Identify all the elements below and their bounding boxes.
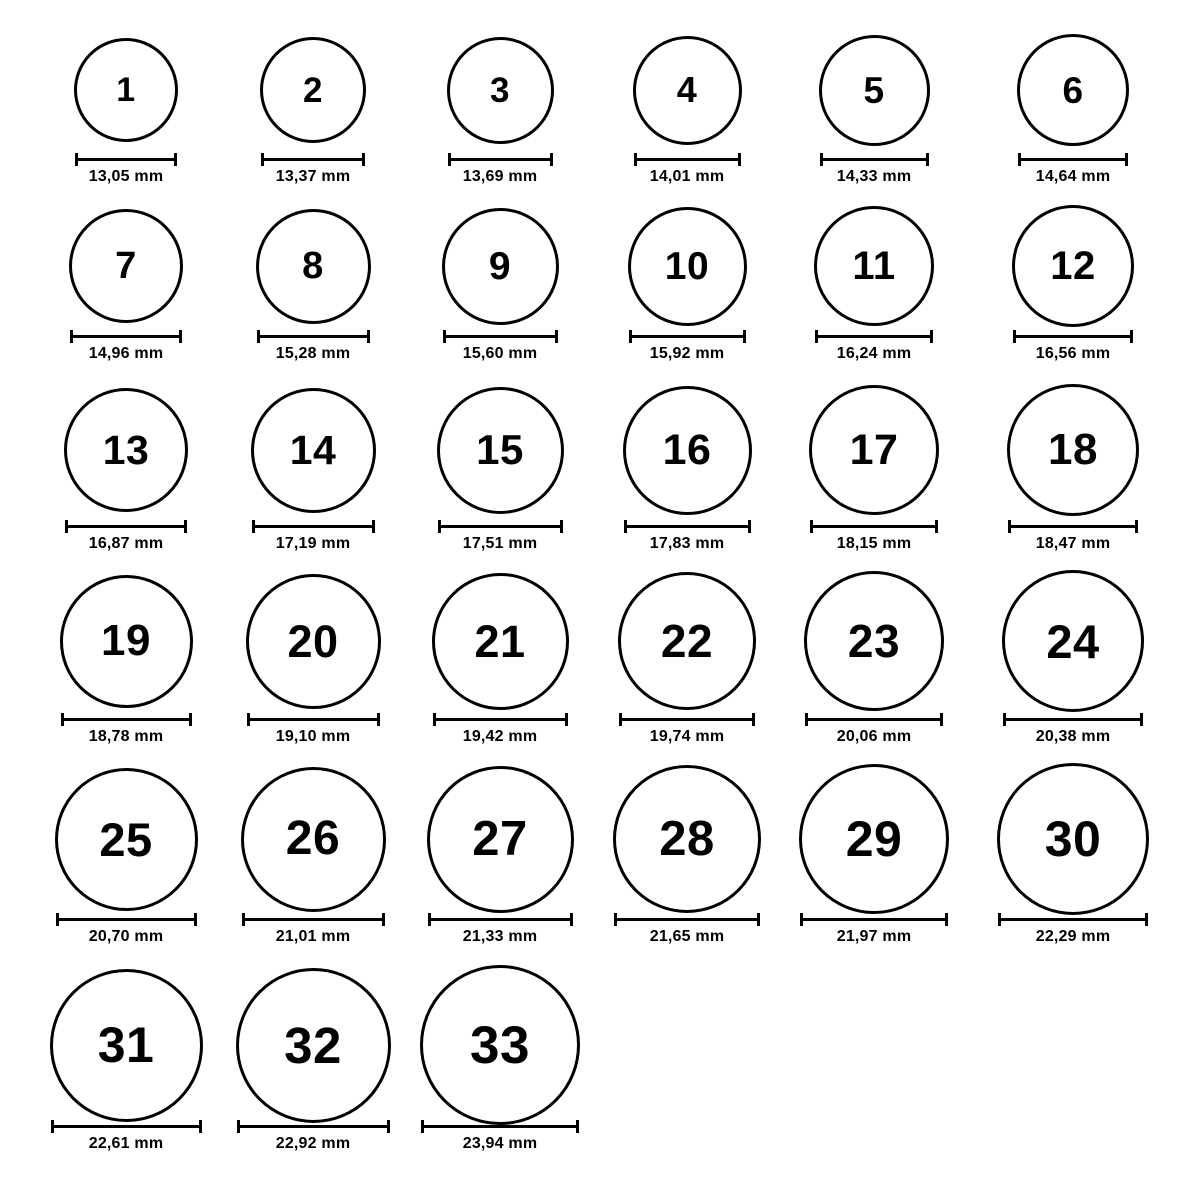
diameter-bar-icon <box>61 713 192 723</box>
ring-size-cell <box>774 206 974 326</box>
diameter-label: 14,33 mm <box>836 168 912 185</box>
ring-size-cell <box>587 207 787 326</box>
ring-circle <box>420 965 580 1125</box>
diameter-label: 23,94 mm <box>462 1135 538 1152</box>
ring-measurement <box>26 511 226 553</box>
ring-size-number: 29 <box>845 811 903 867</box>
ring-circle <box>1017 34 1129 146</box>
ring-circle <box>623 386 752 515</box>
ring-size-cell <box>400 387 600 514</box>
ring-measurement <box>587 144 787 186</box>
ring-measurement <box>26 144 226 186</box>
ring-circle <box>442 208 559 325</box>
ring-circle <box>251 388 376 513</box>
diameter-bar-icon <box>810 520 938 530</box>
diameter-bar-icon <box>433 713 568 723</box>
diameter-label: 13,69 mm <box>462 168 538 185</box>
ring-measurement <box>26 704 226 746</box>
ring-circle <box>809 385 939 515</box>
diameter-label: 22,92 mm <box>275 1135 351 1152</box>
ring-measurement <box>973 704 1173 746</box>
ring-size-cell <box>587 36 787 145</box>
ring-size-cell <box>26 768 226 911</box>
diameter-label: 14,64 mm <box>1035 168 1111 185</box>
ring-size-cell <box>973 34 1173 146</box>
ring-measurement <box>774 144 974 186</box>
ring-measurement <box>400 1111 600 1153</box>
diameter-bar-icon <box>448 153 553 163</box>
diameter-label: 15,60 mm <box>462 345 538 362</box>
ring-size-cell <box>26 38 226 142</box>
ring-size-number: 16 <box>662 425 712 474</box>
diameter-bar-icon <box>237 1120 390 1130</box>
ring-circle <box>819 35 930 146</box>
ring-size-cell <box>213 767 413 912</box>
ring-circle <box>799 764 949 914</box>
ring-circle <box>241 767 386 912</box>
ring-measurement <box>213 144 413 186</box>
ring-size-number: 19 <box>101 616 151 665</box>
ring-size-number: 3 <box>490 70 510 110</box>
ring-size-cell <box>26 388 226 512</box>
diameter-label: 22,61 mm <box>88 1135 164 1152</box>
diameter-bar-icon <box>70 330 182 340</box>
ring-circle <box>628 207 747 326</box>
ring-circle <box>437 387 564 514</box>
ring-measurement <box>587 321 787 363</box>
diameter-bar-icon <box>257 330 370 340</box>
ring-size-cell <box>26 969 226 1122</box>
diameter-bar-icon <box>443 330 558 340</box>
ring-size-number: 12 <box>1050 244 1096 288</box>
ring-circle <box>1012 205 1134 327</box>
ring-measurement <box>774 321 974 363</box>
diameter-label: 20,70 mm <box>88 928 164 945</box>
ring-size-cell <box>973 384 1173 516</box>
diameter-label: 16,24 mm <box>836 345 912 362</box>
ring-size-number: 26 <box>285 812 341 865</box>
ring-size-number: 4 <box>676 69 698 110</box>
diameter-bar-icon <box>1018 153 1128 163</box>
diameter-label: 15,92 mm <box>649 345 725 362</box>
diameter-label: 22,29 mm <box>1035 928 1111 945</box>
diameter-label: 17,51 mm <box>462 535 538 552</box>
diameter-label: 19,10 mm <box>275 728 351 745</box>
ring-size-number: 14 <box>289 426 337 473</box>
diameter-bar-icon <box>242 913 385 923</box>
ring-circle <box>997 763 1149 915</box>
ring-measurement <box>400 511 600 553</box>
ring-measurement <box>213 321 413 363</box>
ring-measurement <box>587 704 787 746</box>
ring-size-number: 18 <box>1048 425 1098 474</box>
diameter-bar-icon <box>438 520 563 530</box>
ring-circle <box>246 574 381 709</box>
ring-size-number: 7 <box>115 245 137 287</box>
ring-measurement <box>973 321 1173 363</box>
diameter-bar-icon <box>800 913 948 923</box>
diameter-label: 13,37 mm <box>275 168 351 185</box>
ring-measurement <box>400 904 600 946</box>
diameter-bar-icon <box>614 913 760 923</box>
ring-size-cell <box>774 385 974 515</box>
ring-size-cell <box>213 209 413 324</box>
ring-size-cell <box>973 570 1173 712</box>
diameter-bar-icon <box>247 713 380 723</box>
diameter-bar-icon <box>820 153 929 163</box>
ring-circle <box>256 209 371 324</box>
ring-size-cell <box>400 208 600 325</box>
ring-circle <box>1002 570 1144 712</box>
diameter-bar-icon <box>815 330 933 340</box>
ring-size-number: 11 <box>852 244 896 288</box>
ring-size-number: 9 <box>488 244 512 288</box>
ring-measurement <box>587 904 787 946</box>
diameter-bar-icon <box>634 153 741 163</box>
diameter-label: 14,96 mm <box>88 345 164 362</box>
ring-size-cell <box>400 573 600 710</box>
ring-size-cell <box>213 574 413 709</box>
ring-measurement <box>774 704 974 746</box>
ring-size-cell <box>400 37 600 144</box>
ring-measurement <box>400 321 600 363</box>
diameter-bar-icon <box>619 713 755 723</box>
diameter-label: 19,74 mm <box>649 728 725 745</box>
ring-size-cell <box>587 572 787 710</box>
diameter-bar-icon <box>75 153 177 163</box>
ring-circle <box>74 38 178 142</box>
ring-size-number: 31 <box>97 1017 155 1073</box>
diameter-label: 21,33 mm <box>462 928 538 945</box>
diameter-bar-icon <box>624 520 751 530</box>
ring-size-cell <box>213 37 413 143</box>
diameter-bar-icon <box>1008 520 1138 530</box>
ring-circle <box>432 573 569 710</box>
diameter-bar-icon <box>1013 330 1133 340</box>
ring-size-number: 13 <box>102 426 150 473</box>
ring-measurement <box>26 904 226 946</box>
ring-size-number: 33 <box>470 1015 530 1075</box>
ring-size-number: 22 <box>660 615 714 667</box>
ring-size-number: 24 <box>1046 614 1100 668</box>
diameter-label: 17,83 mm <box>649 535 725 552</box>
diameter-label: 21,65 mm <box>649 928 725 945</box>
ring-size-cell <box>774 764 974 914</box>
ring-circle <box>55 768 198 911</box>
ring-measurement <box>587 511 787 553</box>
ring-circle <box>613 765 761 913</box>
ring-measurement <box>26 321 226 363</box>
diameter-label: 13,05 mm <box>88 168 164 185</box>
ring-size-cell <box>973 205 1173 327</box>
diameter-bar-icon <box>51 1120 202 1130</box>
ring-size-cell <box>400 965 600 1125</box>
ring-size-cell <box>774 571 974 711</box>
ring-circle <box>60 575 193 708</box>
ring-size-number: 17 <box>849 425 899 474</box>
ring-measurement <box>973 904 1173 946</box>
ring-size-cell <box>26 575 226 708</box>
ring-circle <box>50 969 203 1122</box>
ring-size-number: 6 <box>1062 69 1084 111</box>
ring-circle <box>814 206 934 326</box>
ring-size-number: 30 <box>1044 811 1102 867</box>
ring-size-number: 28 <box>659 811 715 866</box>
ring-measurement <box>973 511 1173 553</box>
ring-circle <box>64 388 188 512</box>
ring-size-cell <box>587 386 787 515</box>
diameter-bar-icon <box>805 713 943 723</box>
ring-measurement <box>213 904 413 946</box>
diameter-label: 19,42 mm <box>462 728 538 745</box>
ring-measurement <box>213 511 413 553</box>
ring-measurement <box>400 144 600 186</box>
ring-size-number: 21 <box>474 615 526 667</box>
ring-measurement <box>26 1111 226 1153</box>
ring-circle <box>447 37 554 144</box>
ring-size-number: 10 <box>664 244 710 288</box>
ring-circle <box>618 572 756 710</box>
ring-size-number: 27 <box>472 811 528 866</box>
ring-circle <box>1007 384 1139 516</box>
diameter-label: 20,38 mm <box>1035 728 1111 745</box>
diameter-label: 18,47 mm <box>1035 535 1111 552</box>
diameter-bar-icon <box>428 913 573 923</box>
ring-size-number: 20 <box>287 615 339 667</box>
ring-size-cell <box>26 209 226 323</box>
ring-circle <box>633 36 742 145</box>
diameter-bar-icon <box>56 913 197 923</box>
ring-size-cell <box>774 35 974 146</box>
diameter-label: 15,28 mm <box>275 345 351 362</box>
ring-measurement <box>973 144 1173 186</box>
diameter-bar-icon <box>998 913 1148 923</box>
ring-size-number: 23 <box>847 615 901 667</box>
diameter-bar-icon <box>629 330 746 340</box>
ring-size-number: 15 <box>476 426 524 473</box>
ring-circle <box>236 968 391 1123</box>
ring-circle <box>260 37 366 143</box>
diameter-bar-icon <box>421 1120 579 1130</box>
diameter-label: 18,15 mm <box>836 535 912 552</box>
ring-size-number: 8 <box>302 245 324 287</box>
diameter-label: 21,97 mm <box>836 928 912 945</box>
ring-size-number: 1 <box>116 71 136 109</box>
ring-circle <box>427 766 574 913</box>
diameter-bar-icon <box>1003 713 1143 723</box>
diameter-label: 16,56 mm <box>1035 345 1111 362</box>
diameter-bar-icon <box>252 520 375 530</box>
ring-size-cell <box>973 763 1173 915</box>
ring-size-number: 2 <box>303 70 323 110</box>
ring-circle <box>69 209 183 323</box>
ring-size-cell <box>213 968 413 1123</box>
diameter-bar-icon <box>65 520 187 530</box>
diameter-label: 16,87 mm <box>88 535 164 552</box>
ring-size-cell <box>213 388 413 513</box>
diameter-label: 17,19 mm <box>275 535 351 552</box>
ring-measurement <box>213 1111 413 1153</box>
ring-size-number: 32 <box>284 1016 342 1074</box>
ring-measurement <box>213 704 413 746</box>
diameter-label: 18,78 mm <box>88 728 164 745</box>
ring-measurement <box>400 704 600 746</box>
diameter-label: 21,01 mm <box>275 928 351 945</box>
diameter-label: 20,06 mm <box>836 728 912 745</box>
ring-measurement <box>774 904 974 946</box>
diameter-bar-icon <box>261 153 365 163</box>
diameter-label: 14,01 mm <box>649 168 725 185</box>
ring-circle <box>804 571 944 711</box>
ring-size-number: 25 <box>99 812 153 866</box>
ring-size-cell <box>587 765 787 913</box>
ring-measurement <box>774 511 974 553</box>
ring-size-number: 5 <box>863 69 885 111</box>
ring-size-cell <box>400 766 600 913</box>
